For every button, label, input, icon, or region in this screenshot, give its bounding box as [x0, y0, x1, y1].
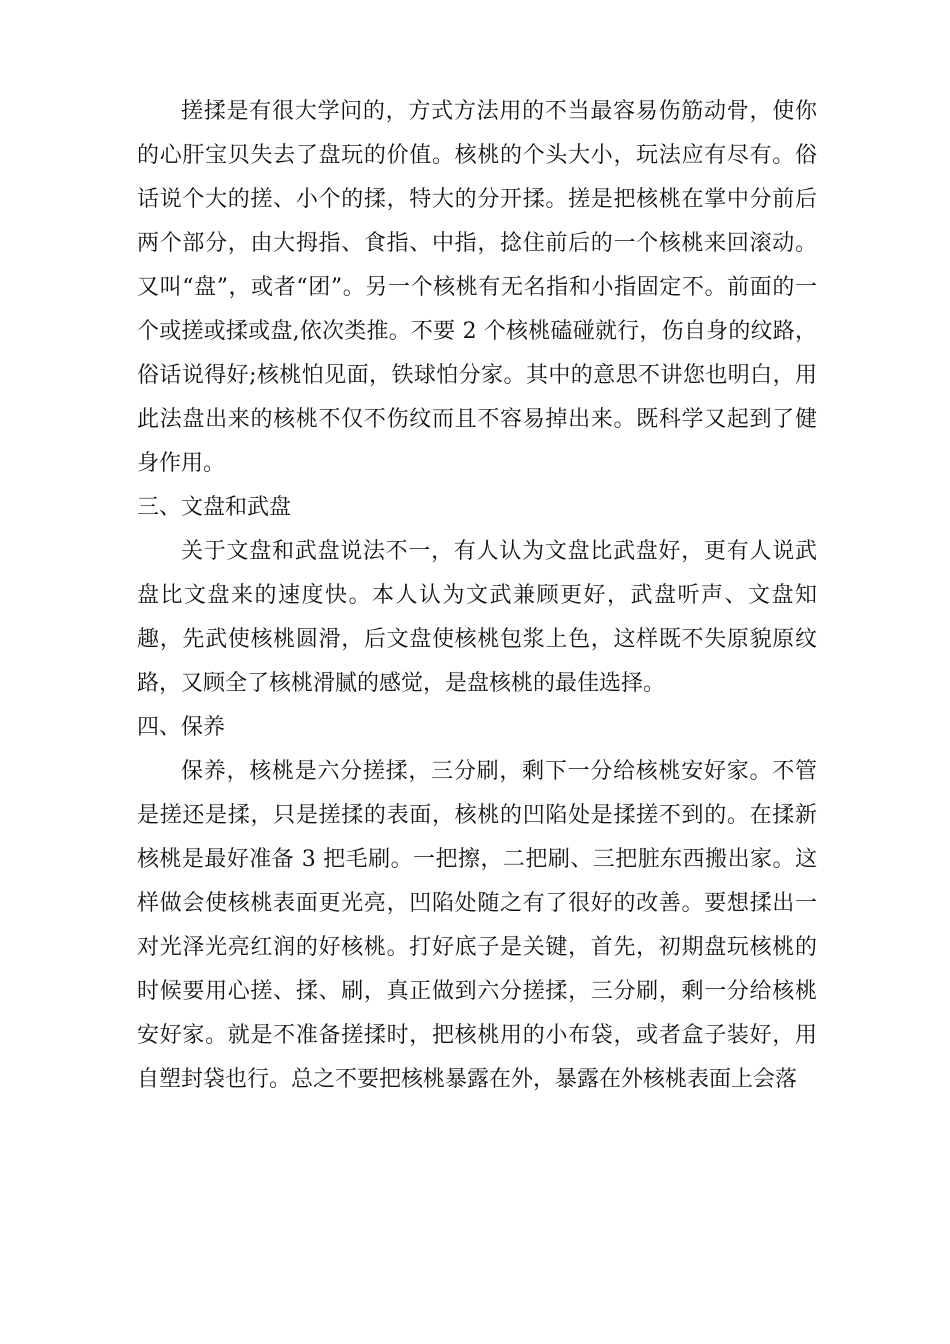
paragraph-rubbing-technique: 搓揉是有很大学问的，方式方法用的不当最容易伤筋动骨，使你的心肝宝贝失去了盘玩的价值。核桃的个头大小，玩法应有尽有。俗话说个大的搓、小个的揉，特大的分开揉。搓是把核桃在掌中分前后两个部分，由大拇指、食指、中指，捻住前后的一个核桃来回滚动。又叫“盘”，或者“团”。另一个核桃有无名指和小指固定不。前面的一个或搓或揉或盘,依次类推。不要 2 个核桃磕碰就行，伤自身的纹路，俗话说得好;核桃怕见面，铁球怕分家。其中的意思不讲您也明白，用此法盘出来的核桃不仅不伤纹而且不容易掉出来。既科学又起到了健身作用。: [137, 99, 817, 476]
section-heading-wen-wu-pan: 三、文盘和武盘: [137, 495, 292, 520]
paragraph-maintenance: 保养，核桃是六分搓揉，三分刷，剩下一分给核桃安好家。不管是搓还是揉，只是搓揉的表面，核桃的凹陷处是揉搓不到的。在揉新核桃是最好准备 3 把毛刷。一把擦，二把刷、三把脏东西搬出家。这样做会使核桃表面更光亮，凹陷处随之有了很好的改善。要想揉出一对光泽光亮红润的好核桃。打好底子是关键，首先，初期盘玩核桃的时候要用心搓、揉、刷，真正做到六分搓揉，三分刷，剩一分给核桃安好家。就是不准备搓揉时，把核桃用的小布袋，或者盒子装好，用自塑封袋也行。总之不要把核桃暴露在外，暴露在外核桃表面上会落: [137, 759, 817, 1092]
document-body: [137, 90, 817, 1102]
section-heading-maintenance: 四、保养: [137, 715, 226, 740]
paragraph-wen-wu-pan: 关于文盘和武盘说法不一，有人认为文盘比武盘好，更有人说武盘比文盘来的速度快。本人认为文武兼顾更好，武盘听声、文盘知趣，先武使核桃圆滑，后文盘使核桃包浆上色，这样既不失原貌原纹路，又顾全了核桃滑腻的感觉，是盘核桃的最佳选择。: [137, 539, 817, 696]
